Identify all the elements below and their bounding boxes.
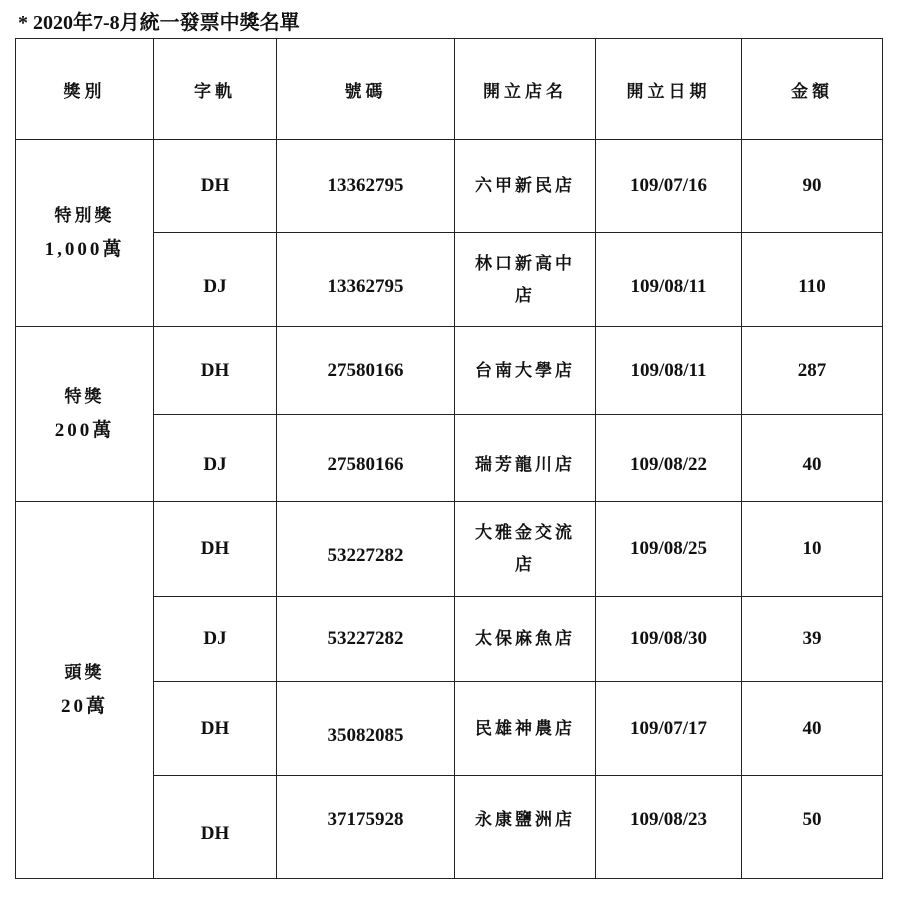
track-cell: DH bbox=[154, 502, 277, 597]
date-cell: 109/07/17 bbox=[596, 682, 742, 776]
prize-group-amount: 20萬 bbox=[60, 696, 108, 717]
amount-cell: 10 bbox=[742, 502, 883, 597]
store-name: 太保麻魚店 bbox=[475, 629, 575, 649]
date-cell: 109/08/25 bbox=[596, 502, 742, 597]
store-cell bbox=[455, 776, 596, 879]
amount-cell: 39 bbox=[742, 597, 883, 682]
winners-table bbox=[15, 38, 883, 879]
number-cell: 53227282 bbox=[277, 597, 455, 682]
date-cell: 109/07/16 bbox=[596, 140, 742, 233]
track-cell: DH bbox=[154, 776, 277, 879]
prize-group-name: 特獎 bbox=[64, 387, 105, 407]
number-cell: 37175928 bbox=[277, 776, 455, 879]
track-cell: DJ bbox=[154, 233, 277, 327]
header-store: 開立店名 bbox=[455, 39, 596, 140]
store-cell bbox=[455, 502, 596, 597]
date-cell: 109/08/23 bbox=[596, 776, 742, 879]
date-cell: 109/08/22 bbox=[596, 415, 742, 502]
number-cell: 13362795 bbox=[277, 233, 455, 327]
track-cell: DH bbox=[154, 682, 277, 776]
prize-group-grand bbox=[16, 327, 154, 502]
header-track: 字軌 bbox=[154, 39, 277, 140]
prize-group-name: 特別獎 bbox=[54, 206, 115, 226]
store-cell bbox=[455, 327, 596, 415]
track-cell: DH bbox=[154, 140, 277, 233]
date-cell: 109/08/11 bbox=[596, 327, 742, 415]
prize-group-first bbox=[16, 502, 154, 879]
prize-group-name: 頭獎 bbox=[64, 663, 105, 683]
store-name: 大雅金交流店 bbox=[475, 523, 575, 575]
prize-group-amount: 1,000萬 bbox=[44, 239, 125, 260]
store-name: 瑞芳龍川店 bbox=[475, 455, 575, 475]
date-cell: 109/08/11 bbox=[596, 233, 742, 327]
store-cell bbox=[455, 682, 596, 776]
header-number: 號碼 bbox=[277, 39, 455, 140]
prize-group-special bbox=[16, 140, 154, 327]
track-cell: DH bbox=[154, 327, 277, 415]
store-name: 永康鹽洲店 bbox=[475, 810, 575, 830]
table-row bbox=[16, 140, 883, 233]
number-cell: 27580166 bbox=[277, 415, 455, 502]
date-cell: 109/08/30 bbox=[596, 597, 742, 682]
store-name: 林口新高中店 bbox=[475, 253, 575, 306]
track-cell: DJ bbox=[154, 597, 277, 682]
store-cell bbox=[455, 233, 596, 327]
amount-cell: 90 bbox=[742, 140, 883, 233]
store-name: 台南大學店 bbox=[475, 360, 575, 381]
store-cell bbox=[455, 415, 596, 502]
store-cell bbox=[455, 597, 596, 682]
amount-cell: 50 bbox=[742, 776, 883, 879]
track-cell: DJ bbox=[154, 415, 277, 502]
amount-cell: 40 bbox=[742, 682, 883, 776]
table-header-row bbox=[16, 39, 883, 140]
amount-cell: 287 bbox=[742, 327, 883, 415]
number-cell: 35082085 bbox=[277, 682, 455, 776]
store-name: 民雄神農店 bbox=[475, 718, 575, 739]
page-title: * 2020年7-8月統一發票中獎名單 bbox=[18, 12, 300, 34]
prize-group-amount: 200萬 bbox=[54, 420, 115, 441]
number-cell: 27580166 bbox=[277, 327, 455, 415]
header-amount: 金額 bbox=[742, 39, 883, 140]
header-prize-type: 獎別 bbox=[16, 39, 154, 140]
store-name: 六甲新民店 bbox=[475, 176, 575, 196]
amount-cell: 40 bbox=[742, 415, 883, 502]
table-row bbox=[16, 327, 883, 415]
store-cell bbox=[455, 140, 596, 233]
header-date: 開立日期 bbox=[596, 39, 742, 140]
number-cell: 13362795 bbox=[277, 140, 455, 233]
amount-cell: 110 bbox=[742, 233, 883, 327]
number-cell: 53227282 bbox=[277, 502, 455, 597]
table-row bbox=[16, 502, 883, 597]
